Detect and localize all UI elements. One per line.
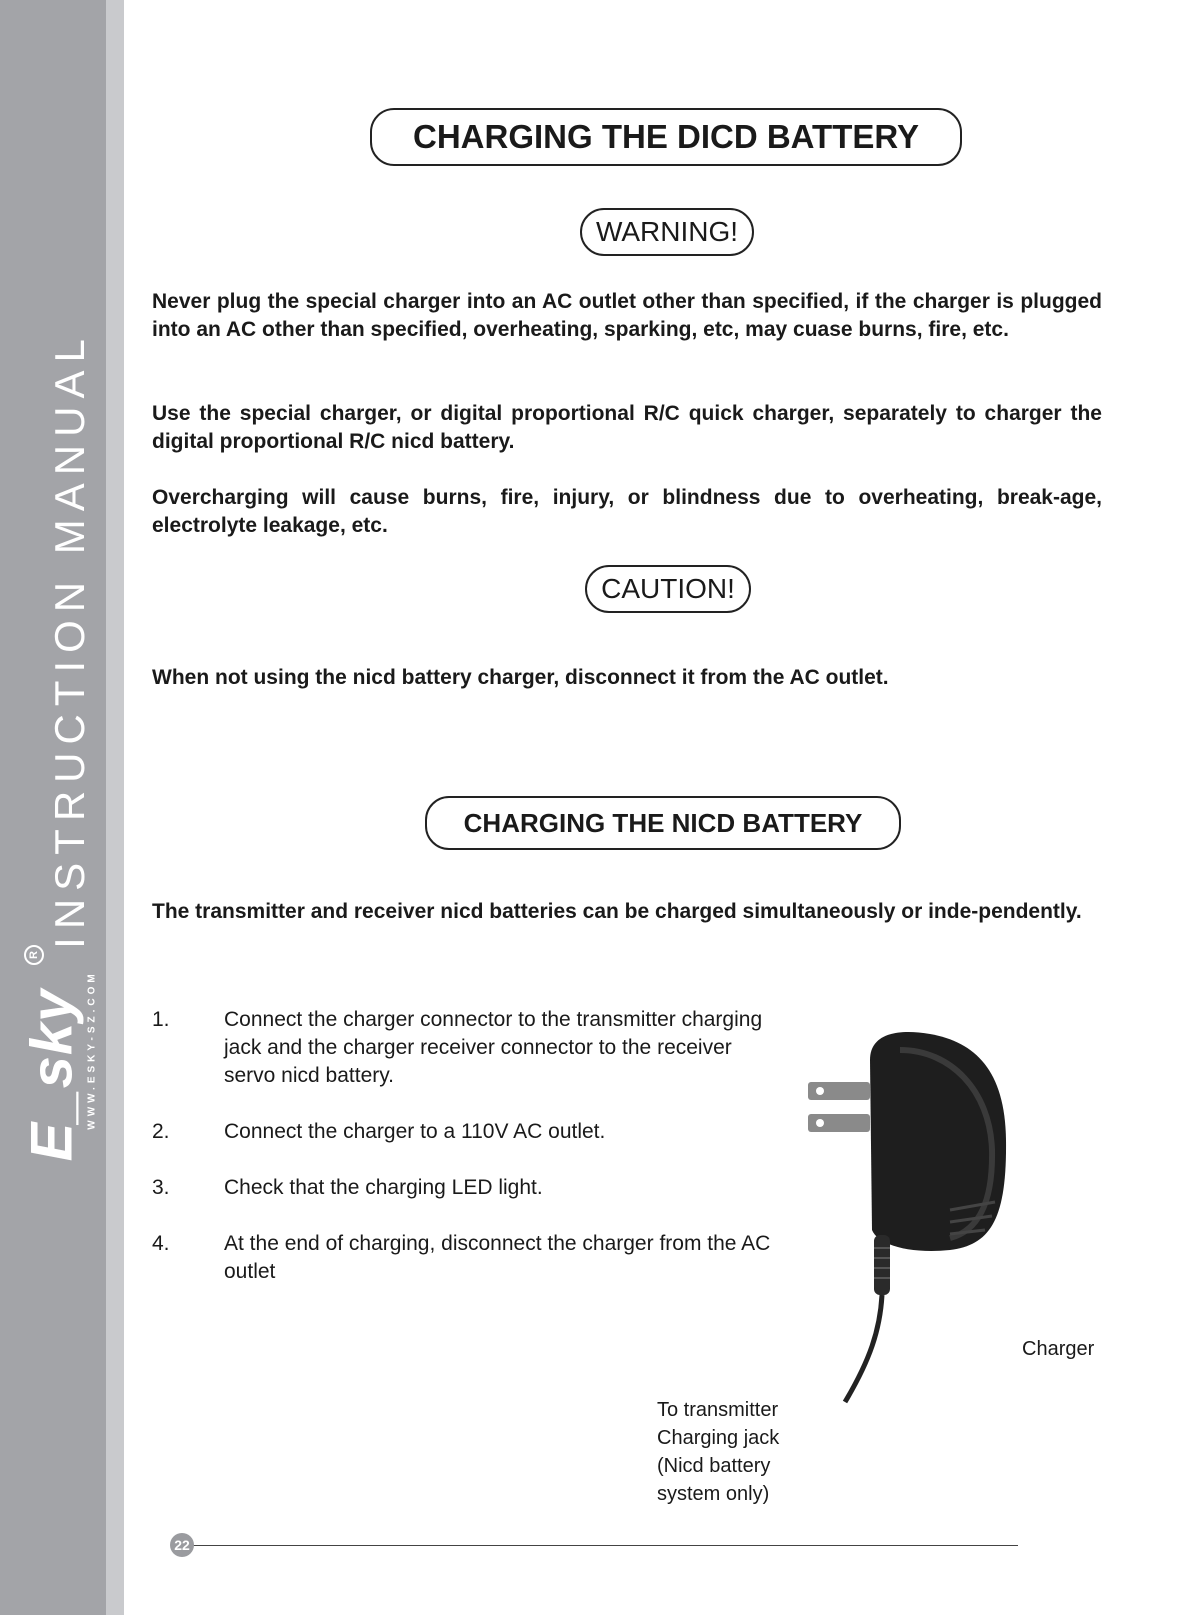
warning-paragraph-3: Overcharging will cause burns, fire, injury, or blindness due to overheating, break-age, electrolyte leakage, etc.: [152, 486, 1102, 537]
step-number: 4.: [152, 1232, 170, 1255]
warning-label: WARNING!: [580, 208, 754, 256]
step-text: Connect the charger connector to the transmitter charging jack and the charger receiver connector to the receiver servo nicd battery.: [224, 1008, 763, 1087]
step-text: Connect the charger to a 110V AC outlet.: [224, 1120, 606, 1143]
step-number: 1.: [152, 1008, 170, 1031]
warning-paragraph-1: Never plug the special charger into an AC outlet other than specified, if the charger is plugged into an AC other than specified, overheating, sparking, etc, may cuase burns, fire, etc.: [152, 290, 1102, 341]
step-number: 3.: [152, 1176, 170, 1199]
steps-list: [152, 1006, 772, 1314]
esky-logo: E_sky: [19, 988, 85, 1162]
nicd-intro-paragraph: The transmitter and receiver nicd batteries can be charged simultaneously or inde-pendently.: [152, 900, 1082, 923]
manual-title: INSTRUCTION MANUAL: [46, 331, 93, 949]
section-title-dicd: CHARGING THE DICD BATTERY: [370, 108, 962, 166]
caution-paragraph: When not using the nicd battery charger, disconnect it from the AC outlet.: [152, 666, 889, 689]
page-number: 22: [170, 1533, 194, 1557]
list-item: [152, 1174, 772, 1202]
caution-label: CAUTION!: [585, 565, 751, 613]
sidebar-edge: [106, 0, 124, 1615]
warning-paragraph-2: Use the special charger, or digital proportional R/C quick charger, separately to charger the digital proportional R/C nicd battery.: [152, 402, 1102, 453]
sidebar: [0, 0, 106, 1615]
charger-label: Charger: [1022, 1338, 1095, 1360]
list-item: [152, 1230, 772, 1286]
footer-divider: [192, 1545, 1018, 1546]
list-item: [152, 1006, 772, 1090]
step-number: 2.: [152, 1120, 170, 1143]
charger-image: [800, 1030, 1040, 1420]
step-text: Check that the charging LED light.: [224, 1176, 543, 1199]
website-url: WWW.ESKY-SZ.COM: [86, 970, 98, 1130]
step-text: At the end of charging, disconnect the charger from the AC outlet: [224, 1232, 771, 1283]
list-item: [152, 1118, 772, 1146]
registered-mark-icon: R: [24, 945, 44, 965]
jack-label: To transmitter Charging jack (Nicd battery system only): [657, 1399, 780, 1505]
section-title-nicd: CHARGING THE NICD BATTERY: [425, 796, 901, 850]
